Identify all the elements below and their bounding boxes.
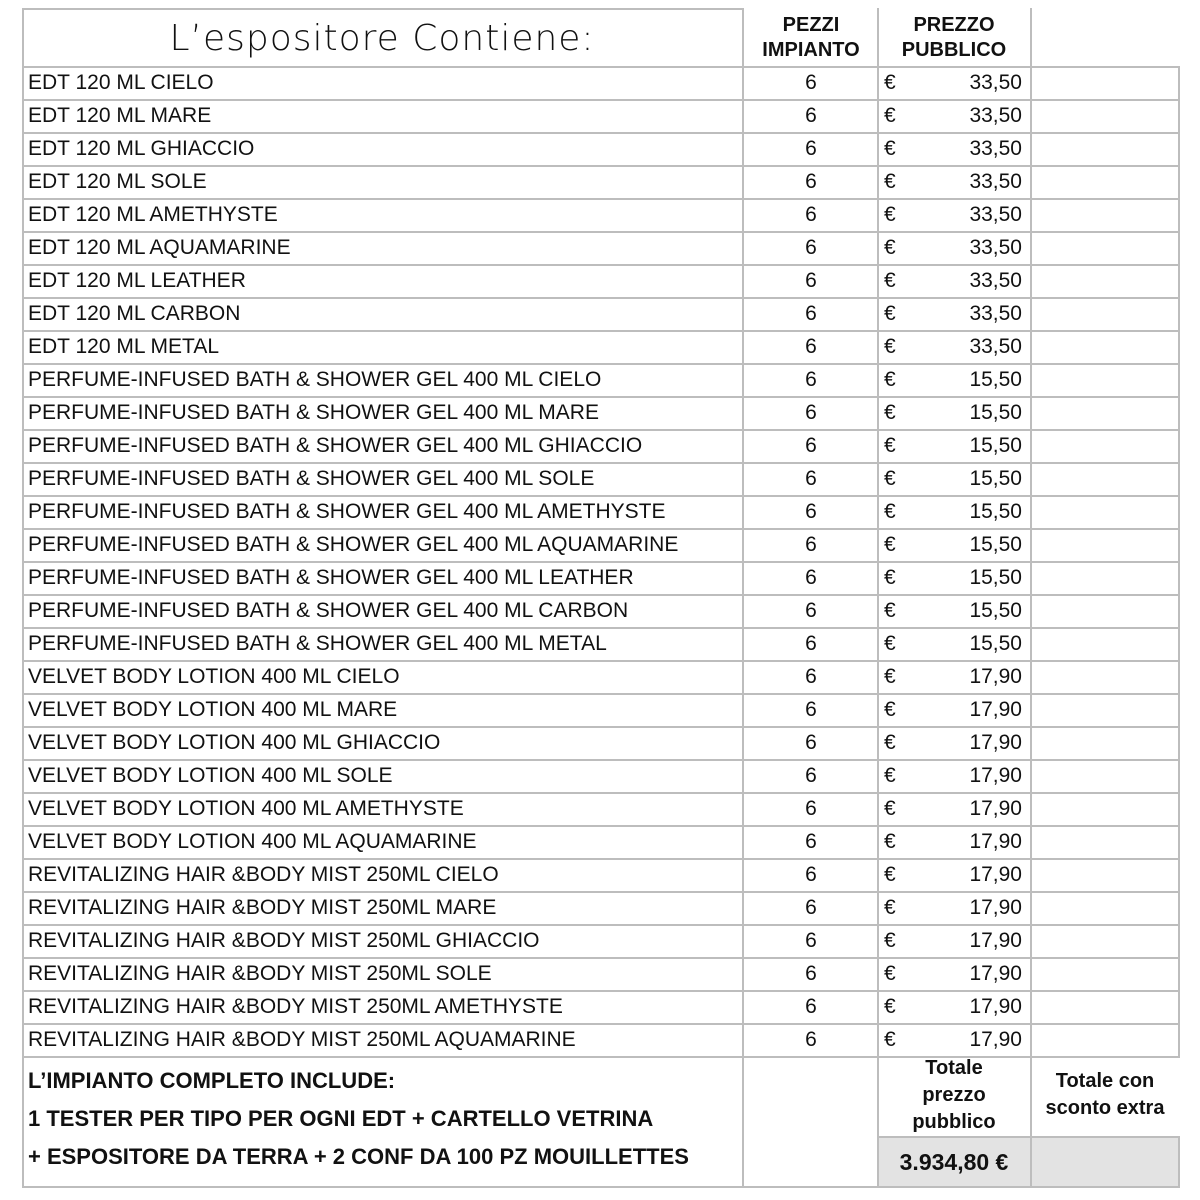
discount-label-line2: sconto extra — [1045, 1097, 1165, 1119]
grid-v-line — [22, 8, 24, 1188]
row-currency: € — [884, 830, 896, 853]
grid-h-line — [22, 891, 1180, 893]
row-product-name: EDT 120 ML AMETHYSTE — [28, 203, 278, 226]
grid-v-line — [877, 8, 879, 1188]
row-price: 33,50 — [969, 335, 1022, 358]
row-quantity: 6 — [805, 599, 817, 622]
row-price: 33,50 — [969, 137, 1022, 160]
grid-h-line — [22, 759, 1180, 761]
row-product-name: PERFUME-INFUSED BATH & SHOWER GEL 400 ML AQUAMARINE — [28, 533, 679, 556]
grid-h-line — [22, 858, 1180, 860]
row-quantity: 6 — [805, 467, 817, 490]
row-price: 15,50 — [969, 434, 1022, 457]
row-price: 33,50 — [969, 269, 1022, 292]
row-price: 33,50 — [969, 170, 1022, 193]
row-product-name: EDT 120 ML METAL — [28, 335, 220, 358]
grid-h-line — [22, 1023, 1180, 1025]
footer-line-3: + ESPOSITORE DA TERRA + 2 CONF DA 100 PZ MOUILLETTES — [28, 1144, 689, 1169]
row-price: 15,50 — [969, 401, 1022, 424]
row-currency: € — [884, 137, 896, 160]
row-quantity: 6 — [805, 665, 817, 688]
row-product-name: EDT 120 ML GHIACCIO — [28, 137, 255, 160]
row-price: 33,50 — [969, 104, 1022, 127]
row-currency: € — [884, 401, 896, 424]
row-currency: € — [884, 368, 896, 391]
row-quantity: 6 — [805, 632, 817, 655]
row-quantity: 6 — [805, 929, 817, 952]
row-currency: € — [884, 203, 896, 226]
row-currency: € — [884, 632, 896, 655]
row-quantity: 6 — [805, 170, 817, 193]
row-price: 17,90 — [969, 731, 1022, 754]
grid-h-line — [22, 66, 1180, 68]
grid-v-line — [1030, 8, 1032, 1188]
grid-h-line — [22, 363, 1180, 365]
row-product-name: PERFUME-INFUSED BATH & SHOWER GEL 400 ML MARE — [28, 401, 599, 424]
row-product-name: PERFUME-INFUSED BATH & SHOWER GEL 400 ML SOLE — [28, 467, 595, 490]
row-product-name: PERFUME-INFUSED BATH & SHOWER GEL 400 ML CIELO — [28, 368, 602, 391]
grid-h-line — [22, 792, 1180, 794]
row-quantity: 6 — [805, 698, 817, 721]
row-currency: € — [884, 71, 896, 94]
grid-h-line — [22, 693, 1180, 695]
row-product-name: VELVET BODY LOTION 400 ML SOLE — [28, 764, 393, 787]
row-price: 17,90 — [969, 896, 1022, 919]
row-quantity: 6 — [805, 302, 817, 325]
footer-line-1: L’IMPIANTO COMPLETO INCLUDE: — [28, 1068, 396, 1093]
row-product-name: VELVET BODY LOTION 400 ML GHIACCIO — [28, 731, 441, 754]
grid-h-line — [22, 528, 1180, 530]
grid-h-line — [22, 198, 1180, 200]
row-currency: € — [884, 863, 896, 886]
row-product-name: VELVET BODY LOTION 400 ML CIELO — [28, 665, 400, 688]
row-currency: € — [884, 236, 896, 259]
row-quantity: 6 — [805, 1028, 817, 1051]
row-product-name: PERFUME-INFUSED BATH & SHOWER GEL 400 ML GHIACCIO — [28, 434, 643, 457]
row-quantity: 6 — [805, 962, 817, 985]
grid-h-line — [22, 924, 1180, 926]
grid-v-line — [1178, 66, 1180, 1056]
grid-h-line — [22, 561, 1180, 563]
grid-h-line — [878, 1136, 1180, 1138]
grid-h-line — [22, 1056, 1180, 1058]
row-price: 15,50 — [969, 632, 1022, 655]
page-title: L’espositore Contiene: — [169, 17, 595, 59]
footer-line-2: 1 TESTER PER TIPO PER OGNI EDT + CARTELLO VETRINA — [28, 1106, 654, 1131]
row-price: 17,90 — [969, 797, 1022, 820]
discount-value — [1030, 1138, 1180, 1186]
row-product-name: REVITALIZING HAIR &BODY MIST 250ML AQUAMARINE — [28, 1028, 576, 1051]
row-quantity: 6 — [805, 995, 817, 1018]
row-currency: € — [884, 1028, 896, 1051]
row-currency: € — [884, 698, 896, 721]
row-quantity: 6 — [805, 236, 817, 259]
row-quantity: 6 — [805, 434, 817, 457]
grid-h-line — [22, 231, 1180, 233]
row-quantity: 6 — [805, 533, 817, 556]
total-label-line1: Totale — [925, 1056, 983, 1079]
row-price: 15,50 — [969, 533, 1022, 556]
row-price: 17,90 — [969, 995, 1022, 1018]
grid-h-line — [22, 429, 1180, 431]
row-quantity: 6 — [805, 137, 817, 160]
row-product-name: EDT 120 ML CARBON — [28, 302, 241, 325]
row-price: 17,90 — [969, 863, 1022, 886]
row-currency: € — [884, 566, 896, 589]
discount-label-line1: Totale con — [1055, 1070, 1155, 1092]
row-price: 17,90 — [969, 1028, 1022, 1051]
header-price-line1: PREZZO — [913, 14, 995, 36]
row-quantity: 6 — [805, 269, 817, 292]
row-product-name: REVITALIZING HAIR &BODY MIST 250ML CIELO — [28, 863, 499, 886]
row-price: 15,50 — [969, 599, 1022, 622]
row-price: 17,90 — [969, 962, 1022, 985]
header-price — [878, 10, 1030, 66]
row-quantity: 6 — [805, 896, 817, 919]
row-quantity: 6 — [805, 797, 817, 820]
row-currency: € — [884, 995, 896, 1018]
grid-h-line — [22, 825, 1180, 827]
row-product-name: REVITALIZING HAIR &BODY MIST 250ML GHIACCIO — [28, 929, 540, 952]
header-pieces — [746, 10, 876, 66]
row-currency: € — [884, 929, 896, 952]
row-quantity: 6 — [805, 104, 817, 127]
grid-h-line — [22, 396, 1180, 398]
row-product-name: EDT 120 ML CIELO — [28, 71, 214, 94]
row-price: 33,50 — [969, 302, 1022, 325]
row-product-name: VELVET BODY LOTION 400 ML MARE — [28, 698, 398, 721]
grid-h-line — [22, 627, 1180, 629]
grid-v-line — [1178, 1136, 1180, 1186]
row-currency: € — [884, 599, 896, 622]
row-quantity: 6 — [805, 764, 817, 787]
row-currency: € — [884, 104, 896, 127]
row-product-name: EDT 120 ML LEATHER — [28, 269, 246, 292]
grid-h-line — [22, 957, 1180, 959]
row-product-name: PERFUME-INFUSED BATH & SHOWER GEL 400 ML METAL — [28, 632, 607, 655]
total-label-line3: pubblico — [912, 1110, 996, 1133]
row-product-name: PERFUME-INFUSED BATH & SHOWER GEL 400 ML AMETHYSTE — [28, 500, 666, 523]
row-price: 33,50 — [969, 236, 1022, 259]
grid-h-line — [22, 990, 1180, 992]
grid-h-line — [22, 8, 742, 10]
grid-h-line — [22, 132, 1180, 134]
row-currency: € — [884, 269, 896, 292]
grid-h-line — [22, 264, 1180, 266]
row-currency: € — [884, 896, 896, 919]
grid-h-line — [22, 660, 1180, 662]
grid-h-line — [22, 495, 1180, 497]
row-quantity: 6 — [805, 203, 817, 226]
discount-label — [1030, 1054, 1180, 1136]
row-currency: € — [884, 533, 896, 556]
row-price: 33,50 — [969, 71, 1022, 94]
row-currency: € — [884, 500, 896, 523]
row-product-name: VELVET BODY LOTION 400 ML AQUAMARINE — [28, 830, 477, 853]
row-currency: € — [884, 335, 896, 358]
row-product-name: REVITALIZING HAIR &BODY MIST 250ML AMETHYSTE — [28, 995, 563, 1018]
row-currency: € — [884, 467, 896, 490]
total-label-line2: prezzo — [922, 1083, 986, 1106]
row-price: 15,50 — [969, 500, 1022, 523]
row-product-name: VELVET BODY LOTION 400 ML AMETHYSTE — [28, 797, 464, 820]
grid-h-line — [22, 330, 1180, 332]
row-product-name: EDT 120 ML SOLE — [28, 170, 207, 193]
row-quantity: 6 — [805, 368, 817, 391]
row-product-name: PERFUME-INFUSED BATH & SHOWER GEL 400 ML CARBON — [28, 599, 629, 622]
grid-h-line — [22, 726, 1180, 728]
total-label — [878, 1054, 1030, 1136]
row-price: 17,90 — [969, 764, 1022, 787]
row-quantity: 6 — [805, 401, 817, 424]
row-currency: € — [884, 797, 896, 820]
grid-v-line — [742, 8, 744, 1188]
row-currency: € — [884, 302, 896, 325]
row-product-name: EDT 120 ML MARE — [28, 104, 212, 127]
row-quantity: 6 — [805, 335, 817, 358]
header-pieces-line2: IMPIANTO — [762, 39, 860, 61]
grid-h-line — [22, 99, 1180, 101]
row-product-name: REVITALIZING HAIR &BODY MIST 250ML MARE — [28, 896, 497, 919]
row-price: 17,90 — [969, 665, 1022, 688]
row-price: 17,90 — [969, 698, 1022, 721]
row-product-name: EDT 120 ML AQUAMARINE — [28, 236, 291, 259]
row-product-name: REVITALIZING HAIR &BODY MIST 250ML SOLE — [28, 962, 492, 985]
header-price-line2: PUBBLICO — [901, 39, 1007, 61]
grid-h-line — [22, 165, 1180, 167]
row-quantity: 6 — [805, 71, 817, 94]
grid-h-line — [22, 1186, 1180, 1188]
row-currency: € — [884, 170, 896, 193]
grid-h-line — [22, 462, 1180, 464]
header-pieces-line1: PEZZI — [782, 14, 840, 36]
grid-h-line — [22, 594, 1180, 596]
row-quantity: 6 — [805, 830, 817, 853]
row-quantity: 6 — [805, 566, 817, 589]
row-currency: € — [884, 764, 896, 787]
row-quantity: 6 — [805, 500, 817, 523]
row-currency: € — [884, 731, 896, 754]
row-price: 17,90 — [969, 929, 1022, 952]
row-currency: € — [884, 434, 896, 457]
row-price: 15,50 — [969, 467, 1022, 490]
row-price: 15,50 — [969, 566, 1022, 589]
row-price: 17,90 — [969, 830, 1022, 853]
row-price: 33,50 — [969, 203, 1022, 226]
row-quantity: 6 — [805, 731, 817, 754]
row-currency: € — [884, 962, 896, 985]
total-value: 3.934,80 € — [899, 1149, 1009, 1175]
row-currency: € — [884, 665, 896, 688]
grid-h-line — [22, 297, 1180, 299]
row-quantity: 6 — [805, 863, 817, 886]
row-product-name: PERFUME-INFUSED BATH & SHOWER GEL 400 ML LEATHER — [28, 566, 634, 589]
row-price: 15,50 — [969, 368, 1022, 391]
